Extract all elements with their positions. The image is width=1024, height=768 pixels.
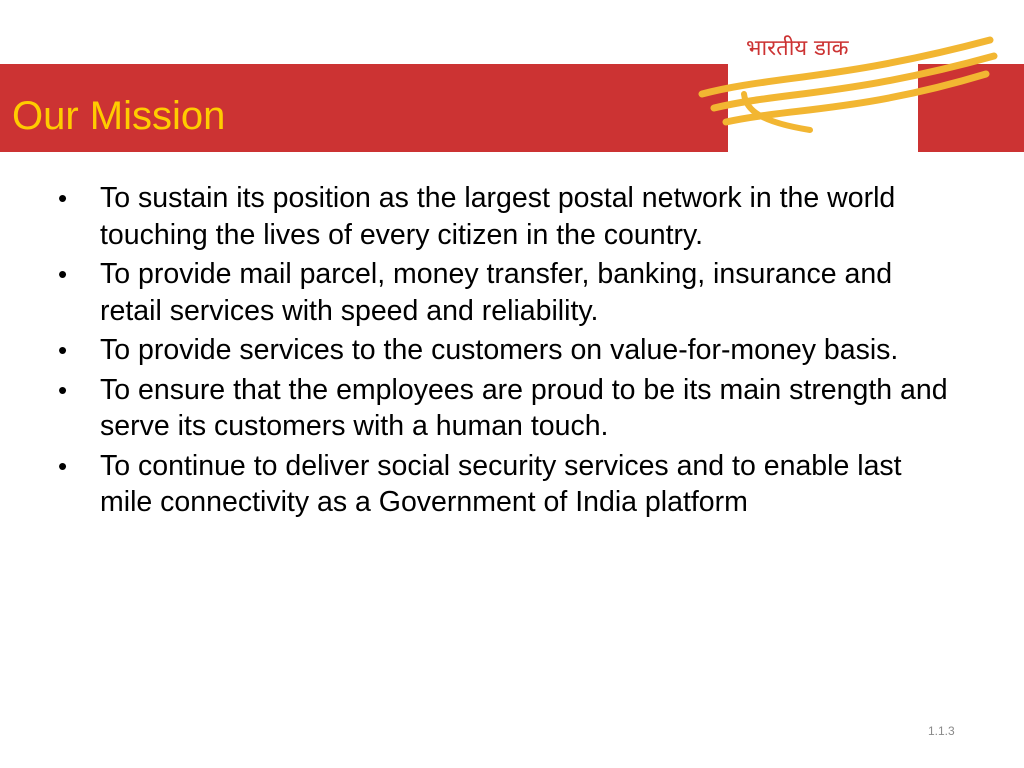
list-item-text: To sustain its position as the largest postal network in the world touching the lives of every citizen in the country.	[100, 182, 896, 251]
slide-number: 1.1.3	[928, 724, 955, 738]
list-item-text: To continue to deliver social security services and to enable last mile connectivity as a Government of India platform	[100, 449, 902, 518]
slide-title: Our Mission	[12, 94, 226, 138]
list-item	[58, 332, 958, 369]
bullet-icon: •	[58, 259, 68, 289]
list-item	[58, 372, 958, 445]
bullet-icon: •	[58, 335, 68, 365]
india-post-logo	[690, 18, 1000, 154]
list-item-text: To provide services to the customers on value-for-money basis.	[100, 334, 899, 366]
logo-text: भारतीय डाक	[746, 36, 849, 61]
mission-list	[58, 180, 958, 524]
list-item	[58, 180, 958, 253]
bullet-icon: •	[58, 183, 68, 213]
bullet-icon: •	[58, 450, 68, 481]
list-item-text: To provide mail parcel, money transfer, banking, insurance and retail services with speed and reliability.	[100, 258, 893, 327]
list-item-text: To ensure that the employees are proud to be its main strength and serve its customers with a human touch.	[100, 373, 948, 442]
bullet-icon: •	[58, 374, 68, 405]
list-item	[58, 448, 958, 521]
list-item	[58, 256, 958, 329]
